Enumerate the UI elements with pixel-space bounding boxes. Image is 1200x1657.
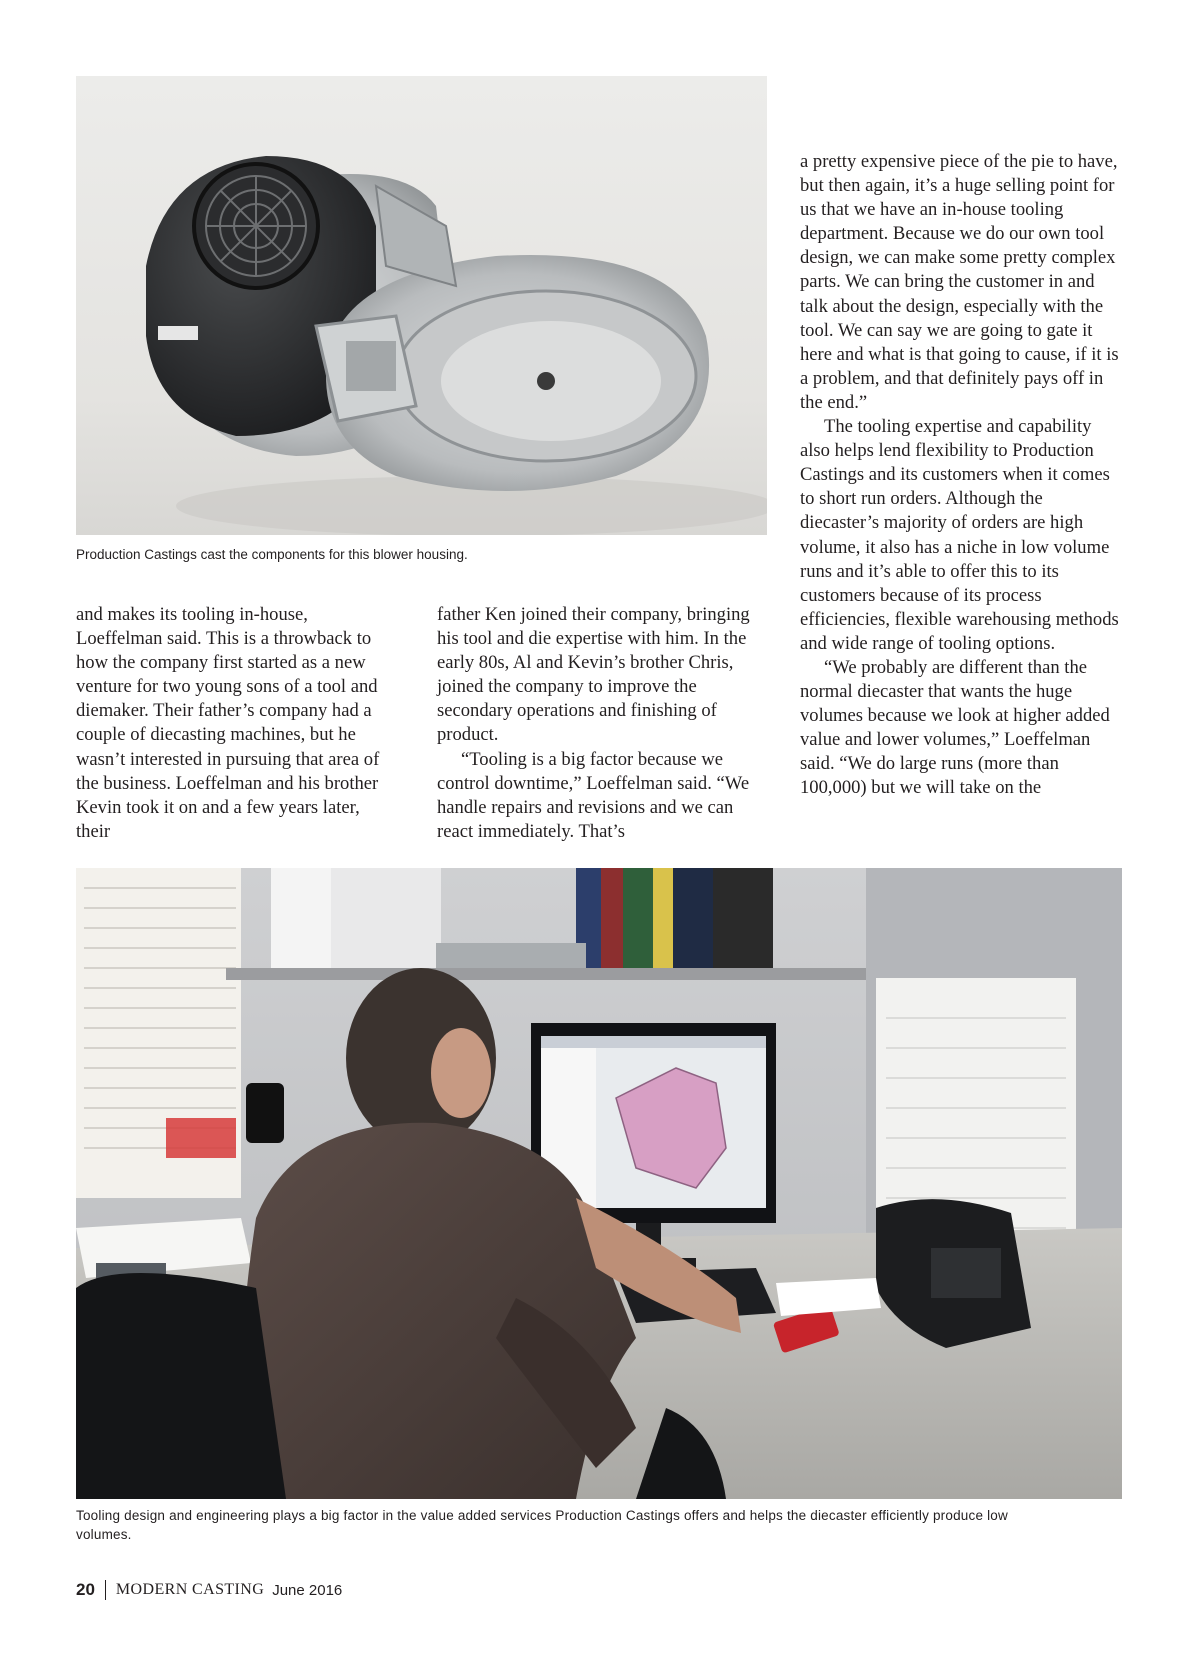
paragraph: and makes its tooling in-house, Loeffelman said. This is a throwback to how the company first started as a new venture for two young sons of a tool and diemaker. Their father’s company had a couple of diecasting machines, but he wasn’t interested in pursuing that area of the business. Loeffelman and his brother Kevin took it on and a few years later, their bbox=[76, 604, 380, 842]
paragraph: a pretty expensive piece of the pie to have, but then again, it’s a huge selling point for us that we have an in-house tooling department. Because we do our own tool design, we can make some pretty complex parts. We can bring the customer in and talk about the design, especially with the tool. We can say we are going to gate it here and what is that going to cause, if it is a problem, and that definitely pays off in the end.” bbox=[800, 151, 1119, 413]
paragraph: “Tooling is a big factor because we control downtime,” Loeffelman said. “We handle repairs and revisions and we can react immediately. That’s bbox=[437, 748, 750, 842]
blower-housing-image bbox=[76, 76, 767, 535]
footer-divider bbox=[105, 1580, 106, 1600]
cad-workstation-image bbox=[76, 868, 1122, 1499]
photo-blower-housing bbox=[76, 76, 767, 535]
paragraph: “We probably are different than the normal diecaster that wants the huge volumes because we look at higher added value and lower volumes,” Loeffelman said. “We do large runs (more than 100,000) but we will take on the bbox=[800, 656, 1110, 799]
page-number: 20 bbox=[76, 1580, 95, 1599]
paragraph: father Ken joined their company, bringing his tool and die expertise with him. In the early 80s, Al and Kevin’s brother Chris, joined the company to improve the secondary operations and finishing of product. bbox=[437, 604, 750, 746]
paragraph: The tooling expertise and capability also helps lend flexibility to Production Castings and its customers when it comes to short run orders. Although the diecaster’s majority of orders are high volume, it also has a niche in low volume runs and it’s able to offer this to its customers because of its process efficiencies, flexible warehousing methods and wide range of tooling options. bbox=[800, 416, 1119, 654]
magazine-name: MODERN CASTING bbox=[115, 1581, 265, 1598]
article-column-2 bbox=[437, 603, 755, 844]
photo-cad-workstation bbox=[76, 868, 1122, 1499]
page-footer bbox=[76, 1578, 342, 1602]
issue-date: June 2016 bbox=[272, 1581, 343, 1599]
article-column-1 bbox=[76, 603, 391, 844]
photo-caption-top: Production Castings cast the components for this blower housing. bbox=[76, 547, 468, 562]
photo-caption-bottom: Tooling design and engineering plays a big factor in the value added services Production Castings offers and helps the diecaster efficiently produce low volumes. bbox=[76, 1508, 1008, 1542]
article-column-3 bbox=[800, 150, 1125, 801]
